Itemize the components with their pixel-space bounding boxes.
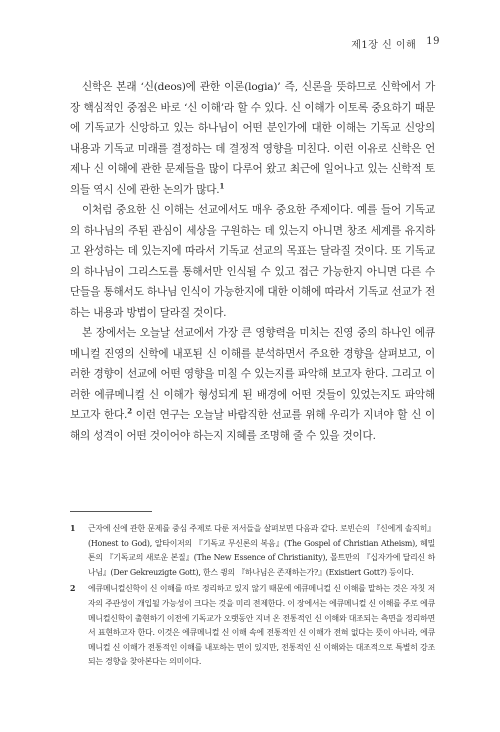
paragraph-2-text: 이처럼 중요한 신 이해는 선교에서도 매우 중요한 주제이다. 예를 들어 기독교의 하나님의 주된 관심이 세상을 구원하는 데 있는지 아니면 창조 세계를 유지하고 완성하는 데 있는지에 따라서 기독교 선교의 목표는 달라질 것이다. 또 기독교의 하나님이 그리스도를 통해서만 인식될 수 있고 접근 가능한지 아니면 다른 수단들을 통해서도 하나님 인식이 가능한지에 대한 이해에 따라서 기독교 선교가 전하는 내용과 방법이 달라질 것이다.: [70, 204, 435, 319]
page-number: 19: [426, 36, 440, 47]
paragraph-1: [70, 77, 435, 200]
paragraph-2: [70, 200, 435, 323]
paragraph-3-text-a: 본 장에서는 오늘날 선교에서 가장 큰 영향력을 미치는 진영 중의 하나인 에큐메니컬 진영의 신학에 내포된 신 이해를 분석하면서 주요한 경향을 살펴보고, 이러한 경향이 선교에 어떤 영향을 미칠 수 있는지를 파악해 보고자 한다. 그리고 이러한 에큐메니컬 신 이해가 형성되게 된 배경에 어떤 것들이 있었는지도 파악해 보고자 한다.: [70, 327, 435, 421]
paragraph-3-text-b: 이런 연구는 오늘날 바람직한 선교를 위해 우리가 지녀야 할 신 이해의 성격이 어떤 것이어야 하는지 지혜를 조명해 줄 수 있을 것이다.: [70, 409, 435, 442]
paragraph-1-text: 신학은 본래 ‘신(deos)에 관한 이론(logia)’ 즉, 신론을 뜻하므로 신학에서 가장 핵심적인 중점은 바로 ‘신 이해’라 할 수 있다. 신 이해가 이토록 중요하기 때문에 기독교가 신앙하고 있는 하나님이 어떤 분인가에 대한 이해는 기독교 신앙의 내용과 기독교 미래를 결정하는 데 결정적 영향을 미친다. 이런 이유로 신학은 언제나 신 이해에 관한 문제들을 많이 다루어 왔고 최근에 일어나고 있는 신학적 토의들 역시 신에 관한 논의가 많다.: [70, 81, 435, 196]
main-text: [70, 77, 435, 446]
paragraph-3: [70, 323, 435, 446]
footnote-1-number: 1: [70, 524, 76, 533]
footnote-1-text: 근자에 신에 관한 문제를 중심 주제로 다룬 저서들을 살펴보면 다음과 같다. 로빈슨의 『신에게 솔직히』(Honest to God), 알타이저의 『기독교 무신론의 복음』(The Gospel of Christian Atheism), 헤밀톤의 『기독교의 새로운 본질』(The New Essence of Christianity), 몰트만의 『십자가에 달리신 하나님』(Der Gekreuzigte Gott), 한스 큉의 『하나님은 존재하는가?』(Existiert Gott?) 등이다.: [88, 524, 435, 577]
running-head: [351, 36, 440, 51]
footnote-ref-2[interactable]: 2: [127, 406, 132, 416]
footnote-1: [70, 522, 435, 580]
footnote-divider: [70, 511, 152, 512]
footnote-ref-1[interactable]: 1: [219, 180, 225, 190]
footnote-2-number: 2: [70, 584, 76, 594]
footnote-2: [70, 582, 435, 670]
chapter-title: 제1장 신 이해: [351, 40, 417, 51]
footnote-2-text: 에큐메니컬신학이 신 이해를 따로 정리하고 있지 않기 때문에 에큐메니컬 신 이해를 말하는 것은 자칫 저자의 주관성이 개입될 가능성이 크다는 것을 미리 전제한다. 이 장에서는 에큐메니컬 신 이해를 주로 에큐메니컬신학이 출현하기 이전에 기독교가 오랫동안 지녀 온 전통적인 신 이해와 대조되는 측면을 정리하면서 표현하고자 한다. 이것은 에큐메니컬 신 이해 속에 전통적인 신 이해가 전혀 없다는 뜻이 아니라, 에큐메니컬 신 이해가 전통적인 이해를 내포하는 면이 있지만, 전통적인 신 이해와는 대조적으로 특별히 강조되는 경향을 찾아본다는 의미이다.: [88, 584, 435, 667]
footnotes: [70, 522, 435, 672]
